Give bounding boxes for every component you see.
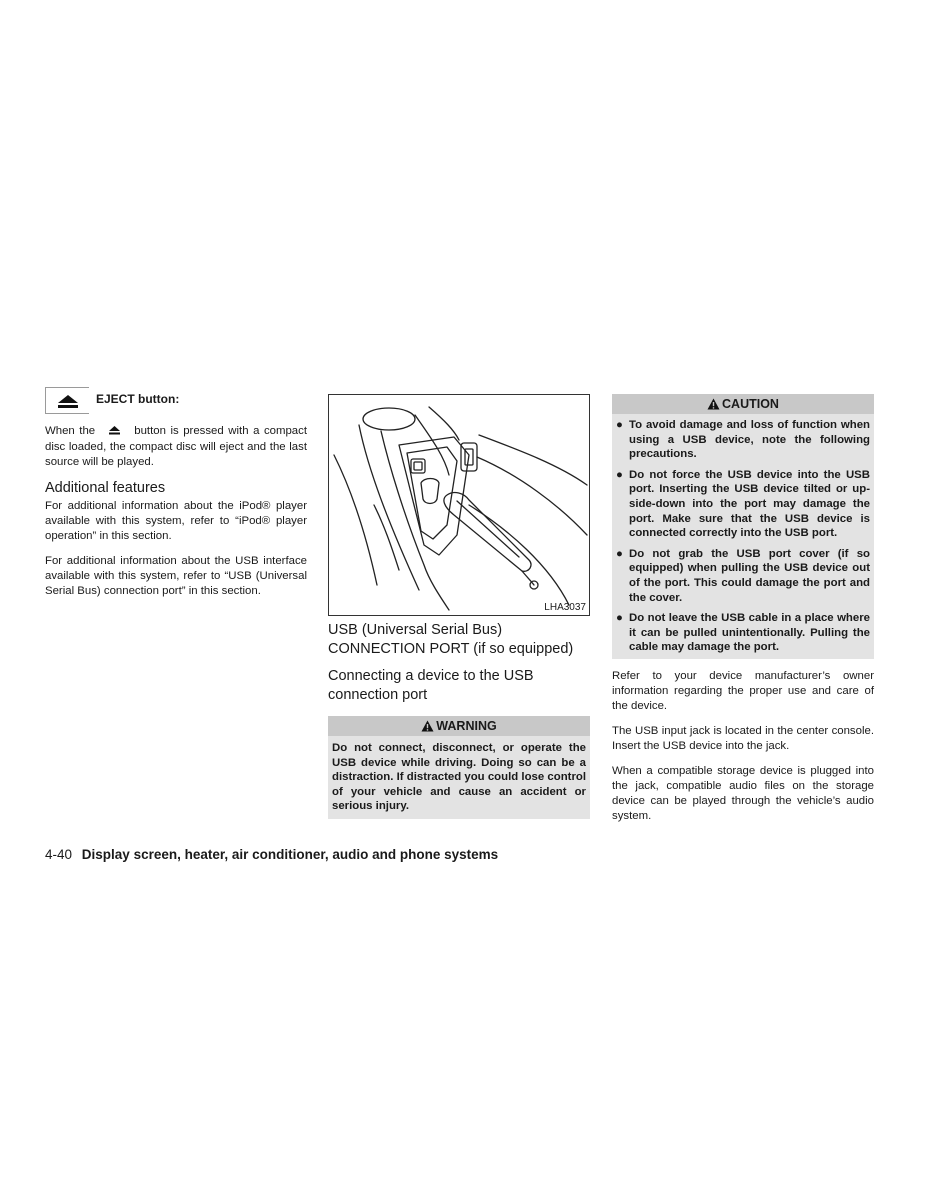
caution-box (612, 394, 874, 659)
connecting-heading (328, 667, 590, 705)
usb-section-heading (328, 621, 590, 659)
connecting-heading-line2: connection port (328, 687, 428, 703)
caution-item-text: To avoid damage and loss of function when using a USB device, note the following precautions. (629, 419, 870, 461)
eject-icon (58, 395, 78, 409)
caution-item-text: Do not leave the USB cable in a place where it can be pulled unintentionally. Pulling the cable may damage the port. (629, 612, 870, 654)
bullet: ● (616, 547, 623, 560)
page-footer (45, 847, 498, 862)
left-column (45, 387, 307, 609)
chapter-title: Display screen, heater, air conditioner, audio and phone systems (81, 847, 499, 862)
eject-inline-icon (100, 425, 130, 440)
caution-item (616, 547, 870, 605)
usb-jack-location-paragraph: The USB input jack is located in the center console. Insert the USB device into the jack. (612, 724, 874, 752)
caution-title: CAUTION (722, 397, 779, 411)
eject-icon-box (45, 387, 89, 414)
bullet: ● (616, 612, 623, 625)
caution-item (616, 611, 870, 655)
page-number: 4-40 (45, 847, 73, 862)
right-column (612, 394, 874, 834)
eject-heading-row (45, 387, 307, 415)
caution-item (616, 418, 870, 462)
eject-icon (109, 426, 120, 435)
figure-code: LHA3037 (544, 602, 586, 613)
usb-section-heading-line2: CONNECTION PORT (if so equipped) (328, 641, 574, 657)
eject-paragraph (45, 424, 307, 470)
eject-text-before: When the (45, 425, 96, 437)
warning-box (328, 716, 590, 819)
bullet: ● (616, 419, 623, 431)
usb-section-heading-line1: USB (Universal Serial Bus) (328, 622, 503, 638)
warning-title: WARNING (436, 719, 497, 733)
caution-item (616, 468, 870, 541)
warning-text: Do not connect, disconnect, or operate the USB device while driving. Doing so can be a distraction. If distracted you could lose control of your vehicle and cause an accident or serious injury. (332, 742, 586, 813)
caution-item-text: Do not grab the USB port cover (if so equipped) when pulling the USB device out of the port. This could damage the port and the cover. (629, 547, 870, 604)
warning-triangle-icon (421, 720, 434, 732)
additional-features-heading: Additional features (45, 480, 166, 496)
eject-heading: EJECT button: (96, 392, 180, 406)
warning-header (328, 716, 590, 736)
caution-header (612, 394, 874, 414)
eject-text-after: button is pressed with a compact disc loaded, the compact disc will eject and the last source will be played. (45, 425, 307, 468)
usb-port-illustration (328, 394, 590, 616)
console-drawing (329, 395, 589, 615)
usb-paragraph: For additional information about the USB interface available with this system, refer to “USB (Universal Serial Bus) connection port” in this section. (45, 555, 307, 597)
owner-info-paragraph: Refer to your device manufacturer’s owner information regarding the proper use and care of the device. (612, 669, 874, 712)
caution-list (612, 414, 874, 659)
bullet: ● (616, 468, 623, 481)
connecting-heading-line1: Connecting a device to the USB (328, 668, 534, 684)
compatible-device-paragraph: When a compatible storage device is plugged into the jack, compatible audio files on the storage device can be played through the vehicle’s audio system. (612, 764, 874, 822)
caution-item-text: Do not force the USB device into the USB port. Inserting the USB device tilted or up-side-down into the port may damage the port. Make sure that the USB device is connected correctly into the USB port. (629, 468, 870, 540)
middle-column (328, 387, 590, 819)
ipod-paragraph: For additional information about the iPod® player available with this system, refer to “iPod® player operation” in this section. (45, 500, 307, 542)
warning-triangle-icon (707, 398, 720, 410)
